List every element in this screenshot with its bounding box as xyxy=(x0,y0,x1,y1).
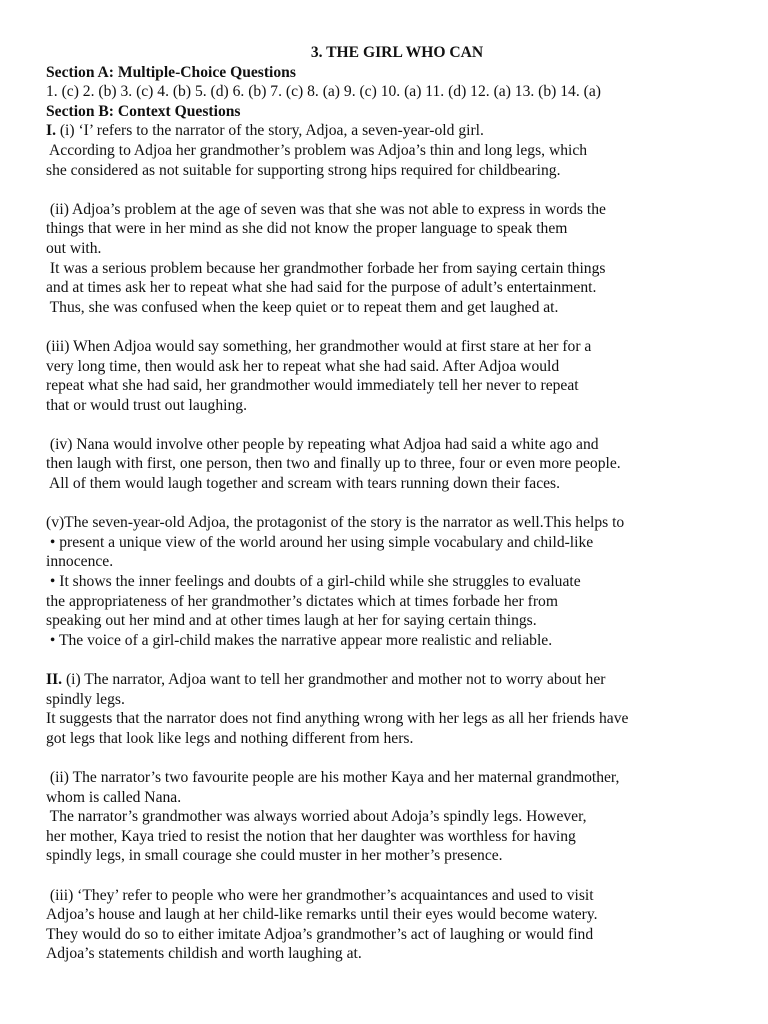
part1-q2-line: Thus, she was confused when the keep quiet or to repeat them and get laughed at. xyxy=(46,298,559,316)
part2-q3-line: They would do so to either imitate Adjoa’s grandmother’s act of laughing or would find xyxy=(46,925,594,943)
document-title: 3. THE GIRL WHO CAN xyxy=(310,44,484,61)
part2-q2-line: spindly legs, in small courage she could muster in her mother’s presence. xyxy=(46,847,503,865)
part2-q2-line: her mother, Kaya tried to resist the notion that her daughter was worthless for having xyxy=(46,827,576,845)
part1-q5-line: (v)The seven-year-old Adjoa, the protagonist of the story is the narrator as well.This helps to xyxy=(46,514,625,532)
part1-q1-line: I. (i) ‘I’ refers to the narrator of the story, Adjoa, a seven-year-old girl. xyxy=(46,122,484,140)
section-a-answers: 1. (c) 2. (b) 3. (c) 4. (b) 5. (d) 6. (b) 7. (c) 8. (a) 9. (c) 10. (a) 11. (d) 12. (a) 13. (b) 14. (a) xyxy=(46,83,601,101)
part2-q1-line: spindly legs. xyxy=(46,690,125,708)
part1-number: I. xyxy=(46,122,56,140)
spacer xyxy=(46,748,736,768)
part1-q3-line: very long time, then would ask her to repeat what she had said. After Adjoa would xyxy=(46,357,560,375)
part1-q5-line: the appropriateness of her grandmother’s dictates which at times forbade her from xyxy=(46,592,558,610)
part1-q2-line: things that were in her mind as she did not know the proper language to speak them xyxy=(46,220,568,238)
part2-q3-line: Adjoa’s statements childish and worth laughing at. xyxy=(46,945,362,963)
spacer xyxy=(46,415,736,435)
part2-q2-line: whom is called Nana. xyxy=(46,788,182,806)
spacer xyxy=(46,494,736,514)
spacer xyxy=(46,650,736,670)
section-a-heading: Section A: Multiple-Choice Questions xyxy=(46,63,296,81)
part2-q2-line: The narrator’s grandmother was always worried about Adoja’s spindly legs. However, xyxy=(46,808,587,826)
part1-q4-line: (iv) Nana would involve other people by repeating what Adjoa had said a white ago and xyxy=(46,435,599,453)
spacer xyxy=(46,180,736,200)
part1-q3-line: repeat what she had said, her grandmother would immediately tell her never to repeat xyxy=(46,377,579,395)
section-b-heading: Section B: Context Questions xyxy=(46,102,241,120)
part1-q1-line: According to Adjoa her grandmother’s problem was Adjoa’s thin and long legs, which xyxy=(46,141,588,159)
part1-q4-line: then laugh with first, one person, then two and finally up to three, four or even more people. xyxy=(46,455,621,473)
part1-q3-line: (iii) When Adjoa would say something, her grandmother would at first stare at her for a xyxy=(46,337,592,355)
part2-q2-line: (ii) The narrator’s two favourite people are his mother Kaya and her maternal grandmother, xyxy=(46,768,620,786)
part1-q3-line: that or would trust out laughing. xyxy=(46,396,247,414)
part1-q5-bullet: • It shows the inner feelings and doubts of a girl-child while she struggles to evaluate xyxy=(46,573,581,591)
part1-q1-line: she considered as not suitable for supporting strong hips required for childbearing. xyxy=(46,161,561,179)
part1-q2-line: and at times ask her to repeat what she had said for the purpose of adult’s entertainment. xyxy=(46,279,597,297)
part1-q5-line: innocence. xyxy=(46,553,114,571)
part1-q5-line: speaking out her mind and at other times laugh at her for saying certain things. xyxy=(46,612,537,630)
part2-q1-line: It suggests that the narrator does not find anything wrong with her legs as all her friends have xyxy=(46,710,629,728)
part2-number: II. xyxy=(46,671,63,688)
part2-q3-line: Adjoa’s house and laugh at her child-like remarks until their eyes would become watery. xyxy=(46,906,598,924)
part1-q4-line: All of them would laugh together and scream with tears running down their faces. xyxy=(46,475,561,493)
part1-q2-line: It was a serious problem because her grandmother forbade her from saying certain things xyxy=(46,259,606,277)
document-page xyxy=(46,43,736,964)
part2-q3-line: (iii) ‘They’ refer to people who were her grandmother’s acquaintances and used to visit xyxy=(46,886,594,904)
part1-q5-bullet: • present a unique view of the world around her using simple vocabulary and child-like xyxy=(46,533,594,551)
part1-q5-bullet: • The voice of a girl-child makes the narrative appear more realistic and reliable. xyxy=(46,631,553,649)
part2-q1-line: got legs that look like legs and nothing different from hers. xyxy=(46,729,414,747)
spacer xyxy=(46,866,736,886)
part1-q2-line: (ii) Adjoa’s problem at the age of seven was that she was not able to express in words the xyxy=(46,200,606,218)
part1-q2-line: out with. xyxy=(46,239,102,257)
part2-q1-line: II. (i) The narrator, Adjoa want to tell her grandmother and mother not to worry about her xyxy=(46,671,606,688)
spacer xyxy=(46,317,736,337)
